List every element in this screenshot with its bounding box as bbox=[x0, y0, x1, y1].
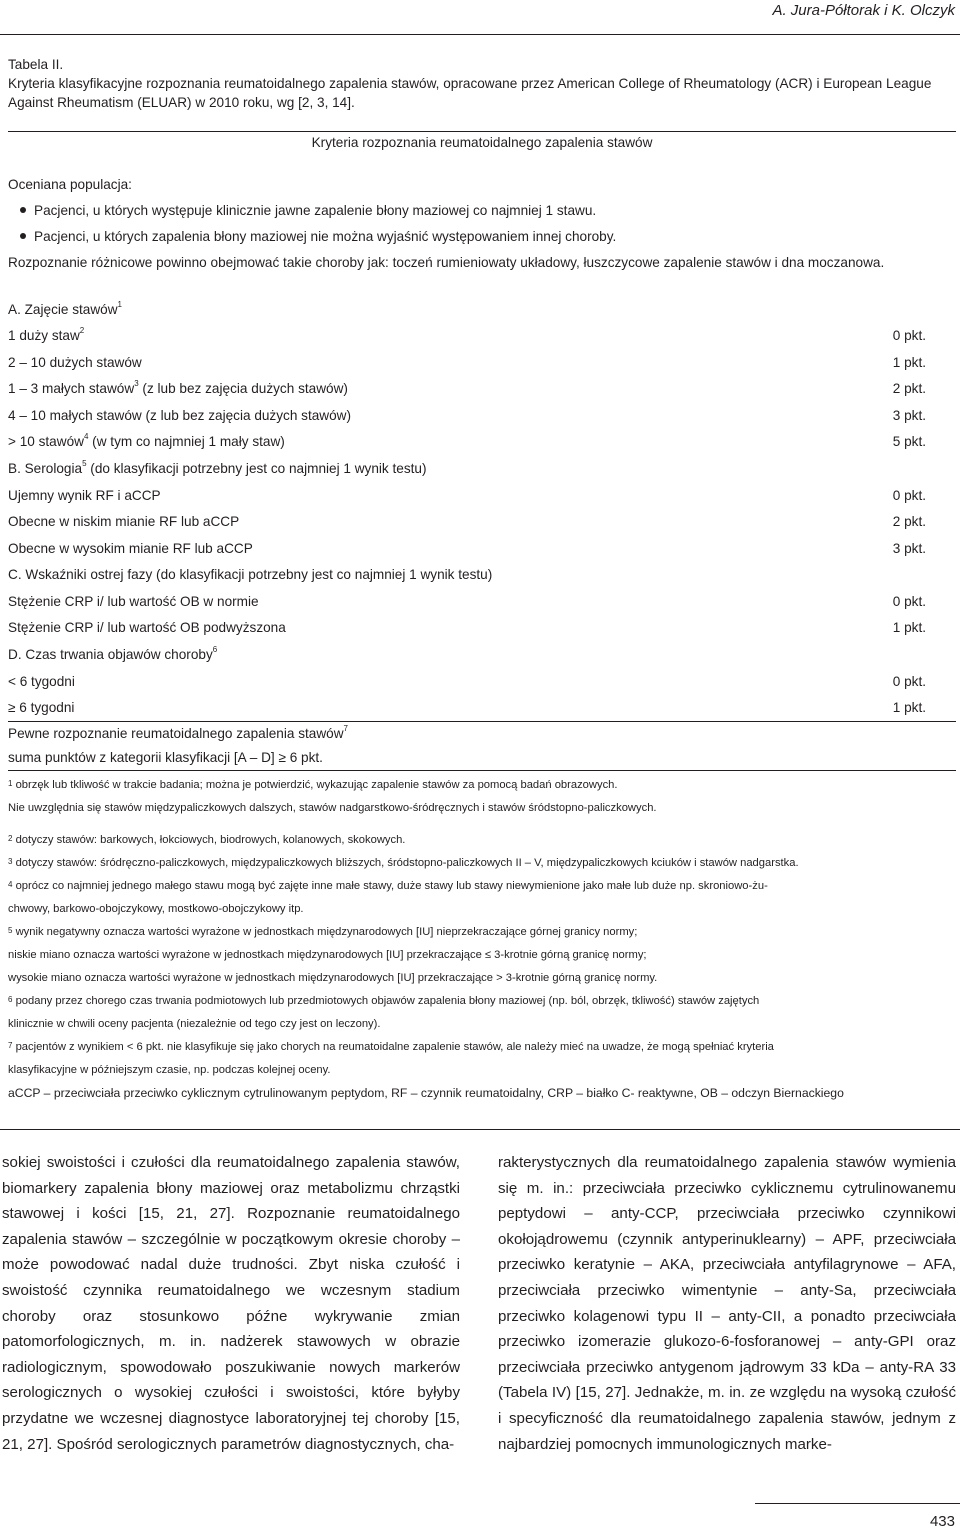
table-title: Kryteria rozpoznania reumatoidalnego zapalenia stawów bbox=[311, 135, 653, 150]
footnote-marker: 7 bbox=[8, 1041, 13, 1050]
bullet-item bbox=[20, 203, 596, 218]
section-b-heading: B. Serologia$^5$ (do klasyfikacji potrzebny jest co najmniej 1 wynik testu) bbox=[8, 459, 427, 476]
bullet-text: Pacjenci, u których występuje klinicznie jawne zapalenie błony maziowej co najmniej 1 stawu. bbox=[34, 203, 597, 218]
body-column-right: rakterystycznych dla reumatoidalnego zapalenia stawów wymienia się m. in.: przeciwciała przeciwko cyklicznemu cytrulinowanemu peptydowi – anty-CCP, przeciwciała przeciwko czynnikowi okołojądrowemu (czynnik antyperinuklearny) – APF, przeciwciała przeciwko keratynie – AKA, przeciwciała antyfilagrynowe – AFA, przeciwciała przeciwko wimentynie – anty-Sa, przeciwciała przeciwko kolagenowi typu II – anty-CII, a ponadto przeciwciała przeciwko izomerazie glukozo-6-fosforanowej – anty-GPI oraz przeciwciała przeciwko antygenom jądrowym 33 kDa – anty-RA 33 (Tabela IV) [15, 27]. Jednakże, m. in. ze względu na wysoką czułość i specyficzność dla reumatoidalnego zapalenia stawów, jednym z najbardziej pomocnych immunologicznych marke- bbox=[498, 1154, 956, 1453]
footnote-line: Nie uwzględnia się stawów międzypaliczkowych dalszych, stawów nadgarstkowo-śródręcznych i stawów śródstopno-paliczkowych. bbox=[8, 802, 657, 814]
header-rule bbox=[0, 34, 960, 35]
section-d-heading: D. Czas trwania objawów choroby$^6$ bbox=[8, 645, 218, 662]
table-row: 1 – 3 małych stawów$^3$ (z lub bez zajęcia dużych stawów) 2 pkt. bbox=[8, 379, 926, 396]
footnote-marker: 2 bbox=[8, 834, 13, 843]
footnote-marker: 4 bbox=[8, 880, 13, 889]
differential-text: Rozpoznanie różnicowe powinno obejmować takie choroby jak: toczeń rumieniowaty układowy, łuszczycowe zapalenie stawów i dna moczanowa. bbox=[8, 255, 885, 270]
footnote-line: aCCP – przeciwciała przeciwko cyklicznym cytrulinowanym peptydom, RF – czynnik reumatoidalny, CRP – białko C- reaktywne, OB – odczyn Biernackiego bbox=[8, 1086, 844, 1100]
caption-text: Kryteria klasyfikacyjne rozpoznania reumatoidalnego zapalenia stawów, opracowane przez American College of Rheumatology (ACR) i European League Against Rheumatism (ELUAR) w 2010 roku, wg [2, 3, 14]. bbox=[8, 76, 932, 110]
table-row: Stężenie CRP i/ lub wartość OB w normie 0 pkt. bbox=[8, 594, 926, 609]
table-row: < 6 tygodni 0 pkt. bbox=[8, 674, 926, 689]
table-row: 1 duży staw$^2$ 0 pkt. bbox=[8, 326, 926, 343]
footnote-marker: 1 bbox=[8, 779, 13, 788]
footnote-line: $^4$ oprócz co najmniej jednego małego stawu mogą być zajęte inne małe stawy, duże stawy lub stawy niewymienione jako małe lub duże np. skroniowo-żu- bbox=[8, 880, 768, 892]
table-row: Ujemny wynik RF i aCCP 0 pkt. bbox=[8, 488, 926, 503]
body-column-left: sokiej swoistości i czułości dla reumatoidalnego zapalenia stawów, biomarkery zapalenia błony maziowej oraz metabolizmu chrząstki stawowej i kości [15, 21, 27]. Rozpoznanie reumatoidalnego zapalenia stawów – szczególnie w początkowym okresie choroby – może powodować nadal duże trudności. Zbyt niska czułość i swoistość czynnika reumatoidalnego we wczesnym stadium choroby oraz stosunkowo późne wykrywanie zmian patomorfologicznych, m. in. nadżerek stawowych w obrazie radiologicznym, spowodowało poszukiwanie nowych markerów serologicznych o wysokiej czułości i swoistości, które byłyby przydatne we wczesnej diagnostyce laboratoryjnej tej choroby [15, 21, 27]. Spośród serologicznych parametrów diagnostycznych, cha- bbox=[2, 1154, 460, 1453]
footnote-line: klinicznie w chwili oceny pacjenta (niezależnie od tego czy jest on leczony). bbox=[8, 1018, 381, 1030]
footnote-line: $^5$ wynik negatywny oznacza wartości wyrażone w jednostkach międzynarodowych [IU] nieprzekraczające górnej granicy normy; bbox=[8, 926, 638, 938]
footnote-line: $^2$ dotyczy stawów: barkowych, łokciowych, biodrowych, kolanowych, skokowych. bbox=[8, 834, 406, 846]
caption-label: Tabela II. bbox=[8, 57, 64, 72]
table-caption bbox=[8, 55, 948, 112]
footnote-marker: 3 bbox=[8, 857, 13, 866]
bullet-icon bbox=[20, 207, 26, 213]
bullet-icon bbox=[20, 233, 26, 239]
footnote-line: wysokie miano oznacza wartości wyrażone w jednostkach międzynarodowych [IU] przekraczające > 3-krotnie górną granicę normy. bbox=[8, 972, 658, 984]
table-bottom-rule bbox=[8, 770, 956, 771]
footnote-line: chwowy, barkowo-obojczykowy, mostkowo-obojczykowy itp. bbox=[8, 903, 304, 915]
bullet-text: Pacjenci, u których zapalenia błony maziowej nie można wyjaśnić występowaniem innej choroby. bbox=[34, 229, 617, 244]
table-row: Obecne w wysokim mianie RF lub aCCP 3 pkt. bbox=[8, 541, 926, 556]
footnote-line: $^6$ podany przez chorego czas trwania podmiotowych lub przedmiotowych objawów zapalenia błony maziowej (np. ból, obrzęk, tkliwość) stawów zajętych bbox=[8, 995, 760, 1007]
table-top-rule bbox=[8, 131, 956, 132]
table-row: > 10 stawów$^4$ (w tym co najmniej 1 mały staw) 5 pkt. bbox=[8, 432, 926, 449]
final-sum: suma punktów z kategorii klasyfikacji [A – D] ≥ 6 pkt. bbox=[8, 750, 323, 765]
table-footnotes bbox=[8, 774, 956, 1105]
page-number-rule bbox=[755, 1503, 960, 1504]
table-row: 2 – 10 dużych stawów 1 pkt. bbox=[8, 355, 926, 370]
running-header: A. Jura-Półtorak i K. Olczyk bbox=[772, 2, 955, 19]
footnote-line: niskie miano oznacza wartości wyrażone w jednostkach międzynarodowych [IU] przekraczające ≤ 3-krotnie górną granicę normy; bbox=[8, 949, 647, 961]
footnote-line: $^3$ dotyczy stawów: śródręczno-paliczkowych, międzypaliczkowych bliższych, śródstopno-paliczkowych II – V, międzypaliczkowych kciuków i stawów nadgarstka. bbox=[8, 857, 799, 869]
footnote-line: $^7$ pacjentów z wynikiem < 6 pkt. nie klasyfikuje się jako chorych na reumatoidalne zapalenie stawów, ale należy mieć na uwadze, że mogą spełniać kryteria bbox=[8, 1041, 774, 1053]
page-number: 433 bbox=[929, 1513, 955, 1530]
table-row: 4 – 10 małych stawów (z lub bez zajęcia dużych stawów) 3 pkt. bbox=[8, 408, 926, 423]
section-c-heading: C. Wskaźniki ostrej fazy (do klasyfikacji potrzebny jest co najmniej 1 wynik testu) bbox=[8, 567, 493, 582]
table-row: Obecne w niskim mianie RF lub aCCP 2 pkt. bbox=[8, 514, 926, 529]
bullet-item bbox=[20, 229, 616, 244]
footnote-line: klasyfikacyjne w późniejszym czasie, np. podczas kolejnej oceny. bbox=[8, 1064, 331, 1076]
final-criterion: Pewne rozpoznanie reumatoidalnego zapalenia stawów$^7$ bbox=[8, 724, 348, 741]
footnote-line: $^1$ obrzęk lub tkliwość w trakcie badania; można je potwierdzić, wykazując zapalenie stawów za pomocą badań obrazowych. bbox=[8, 779, 618, 791]
footnote-marker: 6 bbox=[8, 995, 13, 1004]
footnotes-bottom-rule bbox=[0, 1129, 960, 1130]
section-a-heading: A. Zajęcie stawów$^1$ bbox=[8, 300, 122, 317]
population-label: Oceniana populacja: bbox=[8, 177, 132, 192]
table-row: Stężenie CRP i/ lub wartość OB podwyższona 1 pkt. bbox=[8, 620, 926, 635]
table-row: ≥ 6 tygodni 1 pkt. bbox=[8, 700, 926, 715]
footnote-marker: 5 bbox=[8, 926, 13, 935]
table-mid-rule bbox=[8, 721, 956, 722]
